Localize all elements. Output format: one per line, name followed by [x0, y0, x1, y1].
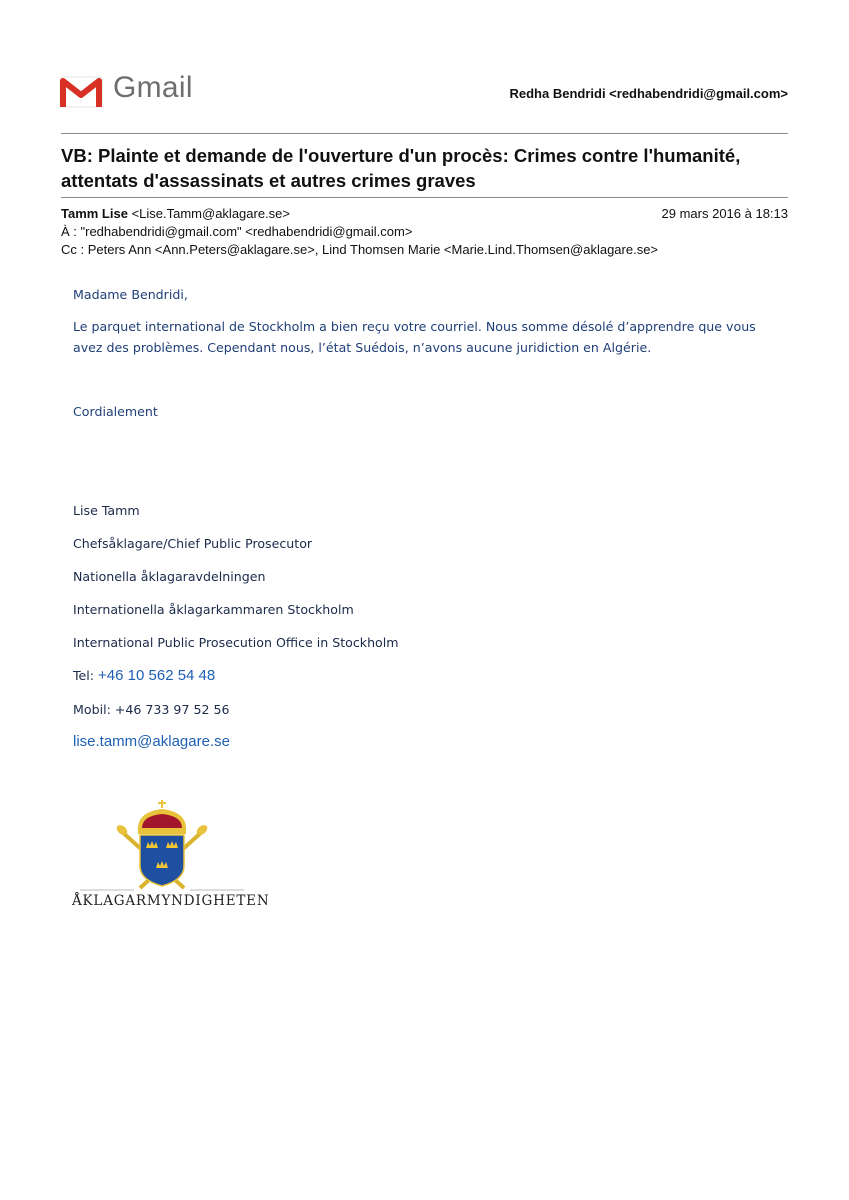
aklagarmyndigheten-logo [72, 798, 270, 913]
signature-tel [73, 667, 215, 684]
sender-line [61, 206, 290, 221]
gmail-wordmark: Gmail [113, 71, 193, 104]
logo-caption: ÅKLAGARMYNDIGHETEN [72, 893, 270, 909]
account-header: Redha Bendridi <redhabendridi@gmail.com> [509, 86, 788, 101]
tel-link[interactable]: +46 10 562 54 48 [98, 667, 216, 684]
gmail-envelope-icon [59, 76, 103, 108]
greeting: Madame Bendridi, [73, 287, 188, 302]
signature-office-sv: Internationella åklagarkammaren Stockholm [73, 602, 354, 617]
signature-name: Lise Tamm [73, 503, 140, 518]
signature-office-en: International Public Prosecution Office in Stockholm [73, 635, 399, 650]
swedish-crest-icon [72, 798, 252, 893]
email-link[interactable]: lise.tamm@aklagare.se [73, 733, 230, 750]
email-subject: VB: Plainte et demande de l'ouverture d'un procès: Crimes contre l'humanité, attentats d'assassinats et autres crimes graves [61, 145, 741, 191]
sender-name: Tamm Lise [61, 206, 128, 221]
body-paragraph-line-1: Le parquet international de Stockholm a bien reçu votre courriel. Nous somme désolé d’apprendre que vous [73, 319, 756, 334]
recipient-line: À : "redhabendridi@gmail.com" <redhabendridi@gmail.com> [61, 224, 413, 239]
signature-department: Nationella åklagaravdelningen [73, 569, 266, 584]
body-paragraph-line-2: avez des problèmes. Cependant nous, l’état Suédois, n’avons aucune juridiction en Algérie. [73, 340, 652, 355]
sender-email: <Lise.Tamm@aklagare.se> [127, 206, 291, 221]
divider [61, 133, 788, 134]
divider [61, 197, 788, 198]
gmail-logo [59, 71, 194, 110]
signature-title: Chefsåklagare/Chief Public Prosecutor [73, 536, 313, 551]
tel-label: Tel: [73, 668, 99, 683]
cc-line: Cc : Peters Ann <Ann.Peters@aklagare.se>, Lind Thomsen Marie <Marie.Lind.Thomsen@aklagare.se> [61, 242, 659, 257]
email-date: 29 mars 2016 à 18:13 [661, 206, 788, 221]
closing: Cordialement [73, 404, 158, 419]
signature-mobile: Mobil: +46 733 97 52 56 [73, 702, 230, 717]
signature-email-line [73, 733, 230, 750]
